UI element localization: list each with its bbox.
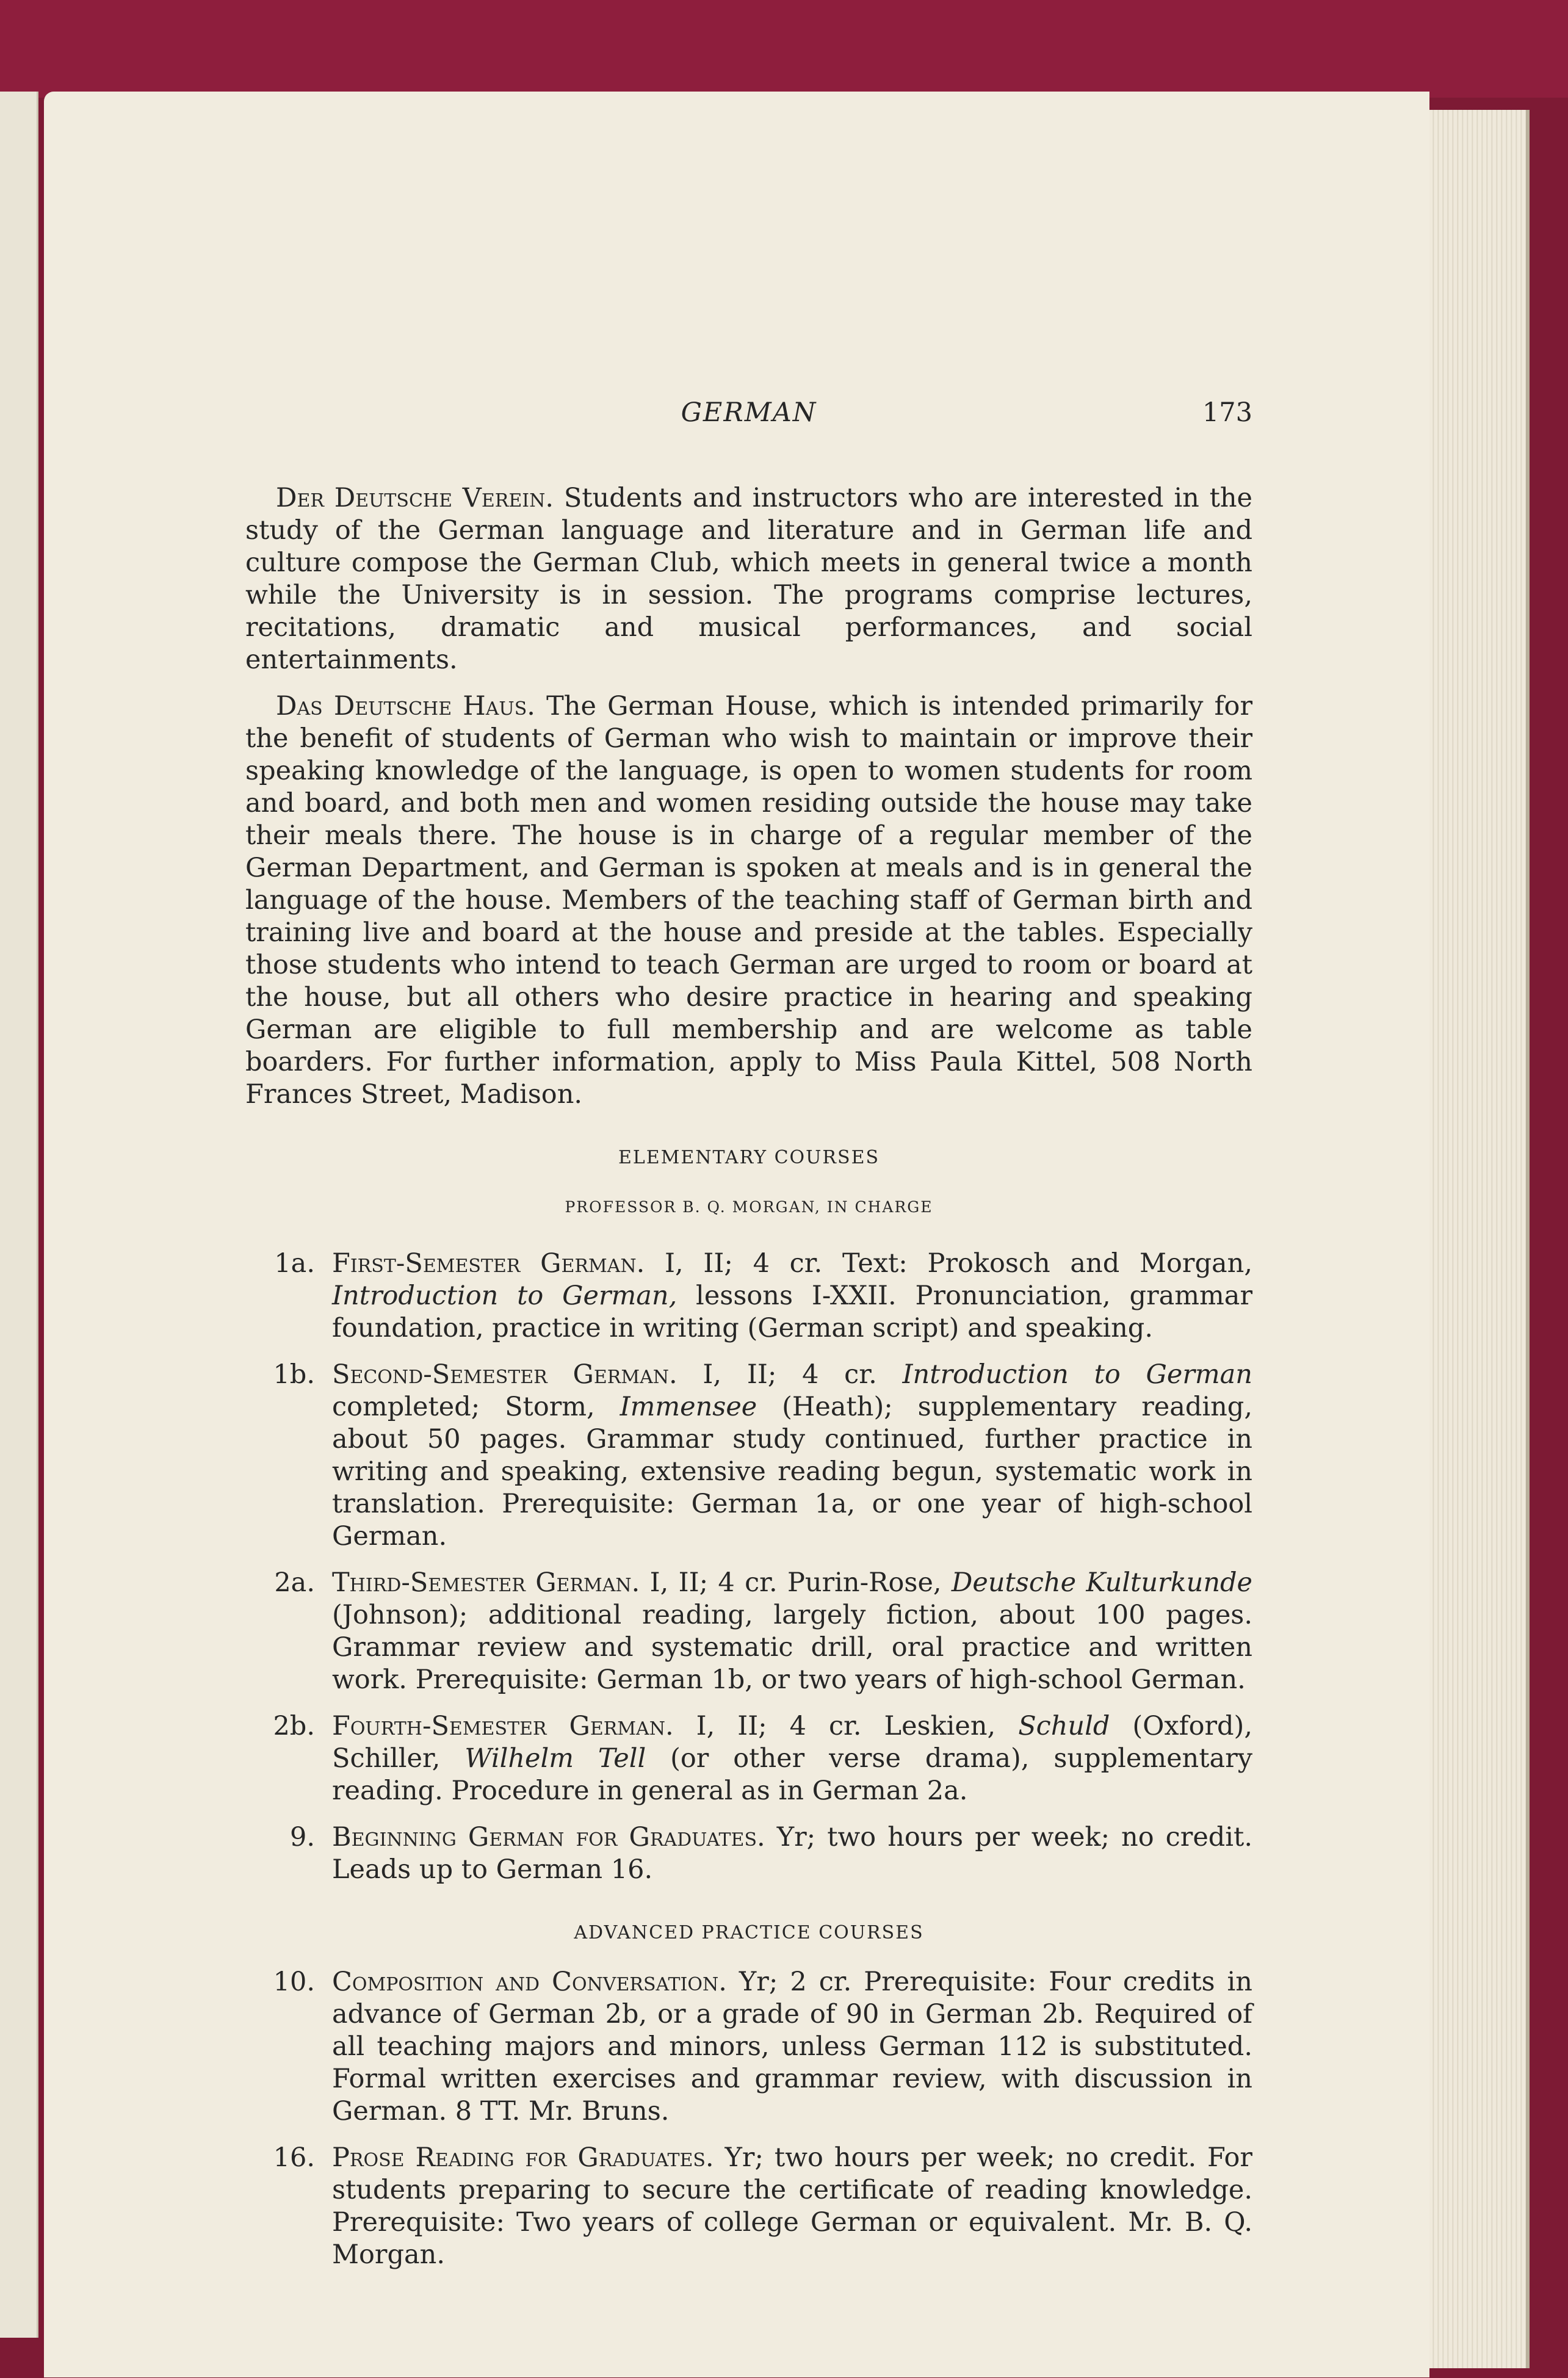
page-content — [245, 397, 1252, 2285]
course-number: 9. — [289, 1822, 315, 1852]
paragraph-deutsche-haus — [245, 690, 1252, 1111]
page-number: 173 — [1202, 397, 1252, 428]
course-title: Second-Semester German. — [332, 1359, 677, 1390]
paragraph-text: Students and instructors who are interested in the study of the German language and literature and in German life and culture compose the German Club, which meets in general twice a month while the University is in session. The programs comprise lectures, recitations, dramatic and musical performances, and social entertainments. — [245, 483, 1253, 675]
section-heading-advanced: ADVANCED PRACTICE COURSES — [574, 1922, 924, 1943]
course-text: I, II; 4 cr. Text: Prokosch and Morgan, — [645, 1248, 1252, 1279]
course-title: Prose Reading for Graduates. — [332, 2142, 714, 2173]
course-description — [332, 1567, 1252, 1696]
course-number: 2b. — [273, 1711, 315, 1741]
section-subheading-elementary: PROFESSOR B. Q. MORGAN, IN CHARGE — [565, 1198, 933, 1216]
course-number: 2a. — [274, 1567, 315, 1598]
course-title: Composition and Conversation. — [332, 1967, 727, 1997]
course-description — [332, 1248, 1252, 1345]
course-9 — [245, 1821, 1252, 1886]
course-description — [332, 2142, 1252, 2271]
course-book-title: Introduction to German — [902, 1359, 1252, 1390]
course-2b — [245, 1710, 1252, 1807]
course-text: Yr; 2 cr. Prerequisite: Four credits in advance of German 2b, or a grade of 90 in German 2b. Required of all teaching majors and minors, unless German 112 is substituted. Formal written exercises and grammar review, with discussion in German. 8 TT. Mr. Bruns. — [332, 1967, 1252, 2127]
course-number: 16. — [273, 2142, 315, 2173]
course-book-title: Immensee — [620, 1392, 757, 1422]
course-text: completed; Storm, — [332, 1392, 620, 1422]
course-16 — [245, 2142, 1252, 2271]
course-description — [332, 1359, 1252, 1553]
course-book-title: Schuld — [1018, 1711, 1110, 1741]
course-title: Fourth-Semester German. — [332, 1711, 674, 1741]
course-text: I, II; 4 cr. — [677, 1359, 903, 1390]
course-title: First-Semester German. — [332, 1248, 645, 1279]
course-description — [332, 1821, 1252, 1886]
running-title: GERMAN — [681, 397, 817, 428]
course-text: lessons I-XXII. Pronunciation, grammar foundation, practice in writing (German script) and speaking. — [332, 1281, 1252, 1343]
course-title: Beginning German for Graduates. — [332, 1822, 765, 1852]
course-text: (Johnson); additional reading, largely fiction, about 100 pages. Grammar review and systematic drill, oral practice and written work. Prerequisite: German 1b, or two years of high-school German. — [332, 1600, 1252, 1695]
course-text: I, II; 4 cr. Leskien, — [673, 1711, 1019, 1741]
course-1b — [245, 1359, 1252, 1553]
paragraph-text: The German House, which is intended primarily for the benefit of students of German who wish to maintain or improve their speaking knowledge of the language, is open to women students for room and board, and both men and women residing outside the house may take their meals there. The house is in charge of a regular member of the German Department, and German is spoken at meals and is in general the language of the house. Members of the teaching staff of German birth and training live and board at the house and preside at the tables. Especially those students who intend to teach German are urged to room or board at the house, but all others who desire practice in hearing and speaking German are eligible to full membership and are welcome as table boarders. For further information, apply to Miss Paula Kittel, 508 North Frances Street, Madison. — [245, 691, 1252, 1110]
course-text: Yr; two hours per week; no credit. For students preparing to secure the certificate of reading knowledge. Prerequisite: Two years of college German or equivalent. Mr. B. Q. Morgan. — [332, 2142, 1252, 2270]
course-book-title: Deutsche Kulturkunde — [951, 1567, 1252, 1598]
paragraph-heading: Das Deutsche Haus. — [276, 691, 535, 721]
paragraph-heading: Der Deutsche Verein. — [276, 483, 554, 513]
running-header — [245, 397, 1252, 446]
course-number: 1b. — [273, 1359, 315, 1390]
course-text: Yr; two hours per week; no credit. Leads up to German 16. — [332, 1822, 1252, 1885]
course-number: 1a. — [274, 1248, 315, 1279]
course-number: 10. — [273, 1967, 315, 1997]
course-1a — [245, 1248, 1252, 1345]
course-description — [332, 1966, 1252, 2128]
course-text: (or other verse drama), supplementary reading. Procedure in general as in German 2a. — [332, 1743, 1253, 1806]
facing-page-edge — [0, 92, 38, 2338]
course-text: I, II; 4 cr. Purin-Rose, — [640, 1567, 952, 1598]
book-page — [44, 92, 1429, 2377]
course-description — [332, 1710, 1252, 1807]
course-title: Third-Semester German. — [332, 1567, 640, 1598]
course-book-title: Introduction to German, — [332, 1281, 677, 1311]
course-book-title: Wilhelm Tell — [464, 1743, 646, 1774]
section-heading-elementary: ELEMENTARY COURSES — [618, 1147, 880, 1168]
course-10 — [245, 1966, 1252, 2128]
course-text: (Heath); supplementary reading, about 50 pages. Grammar study continued, further practice in writing and speaking, extensive reading begun, systematic work in translation. Prerequisite: German 1a, or one year of high-school German. — [332, 1392, 1252, 1552]
course-text: (Oxford), Schiller, — [332, 1711, 1252, 1774]
book-cover-top — [0, 0, 1568, 98]
paragraph-deutsche-verein — [245, 482, 1252, 676]
course-2a — [245, 1567, 1252, 1696]
